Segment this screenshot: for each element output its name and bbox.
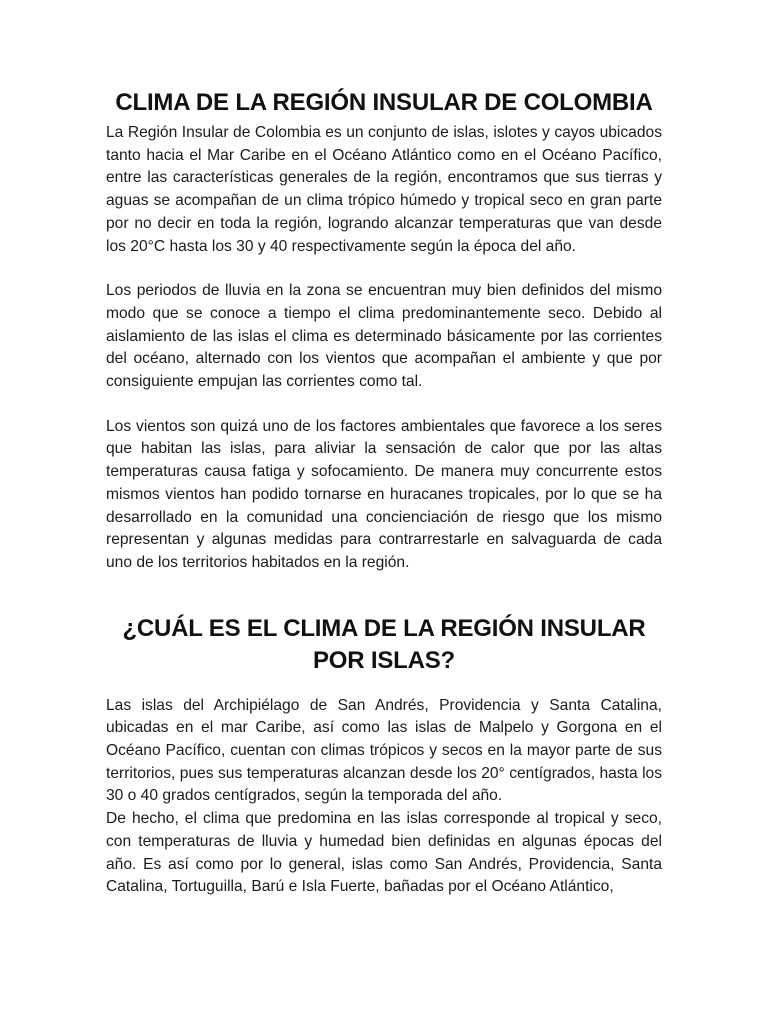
paragraph-predominant-climate: De hecho, el clima que predomina en las islas corresponde al tropical y seco, con temperaturas de lluvia y humedad bien definidas en algunas épocas del año. Es así como por lo general, islas como San Andrés, Providencia, Santa Catalina, Tortuguilla, Barú e Isla Fuerte, bañadas por el Océano Atlántico, xyxy=(106,810,662,896)
paragraph-islands: Las islas del Archipiélago de San Andrés, Providencia y Santa Catalina, ubicadas en el mar Caribe, así como las islas de Malpelo y Gorgona en el Océano Pacífico, cuentan con climas trópicos y secos en la mayor parte de sus territorios, pues sus temperaturas alcanzan desde los 20° centígrados, hasta los 30 o 40 grados centígrados, según la temporada del año. xyxy=(106,696,662,805)
paragraph-winds: Los vientos son quizá uno de los factores ambientales que favorece a los seres que habitan las islas, para aliviar la sensación de calor que por las altas temperaturas causa fatiga y sofocamiento. De manera muy concurrente estos mismos vientos han podido tornarse en huracanes tropicales, por lo que se ha desarrollado en la comunidad una concienciación de riesgo que los mismo representan y algunas medidas para contrarrestarle en salvaguarda de cada uno de los territorios habitados en la región. xyxy=(106,417,662,571)
section-title: ¿CUÁL ES EL CLIMA DE LA REGIÓN INSULAR POR ISLAS? xyxy=(122,614,646,674)
document-title: CLIMA DE LA REGIÓN INSULAR DE COLOMBIA xyxy=(115,89,653,116)
paragraph-rain-periods: Los periodos de lluvia en la zona se encuentran muy bien definidos del mismo modo que se conoce a tiempo el clima predominantemente seco. Debido al aislamiento de las islas el clima es determinado básicamente por las corrientes del océano, alternado con los vientos que acompañan el ambiente y que por consiguiente empujan las corrientes como tal. xyxy=(106,282,662,391)
paragraph-intro: La Región Insular de Colombia es un conjunto de islas, islotes y cayos ubicados tanto hacia el Mar Caribe en el Océano Atlántico como en el Océano Pacífico, entre las características generales de la región, encontramos que sus tierras y aguas se acompañan de un clima trópico húmedo y tropical seco en gran parte por no decir en toda la región, logrando alcanzar temperaturas que van desde los 20°C hasta los 30 y 40 respectivamente según la época del año. xyxy=(106,124,662,255)
